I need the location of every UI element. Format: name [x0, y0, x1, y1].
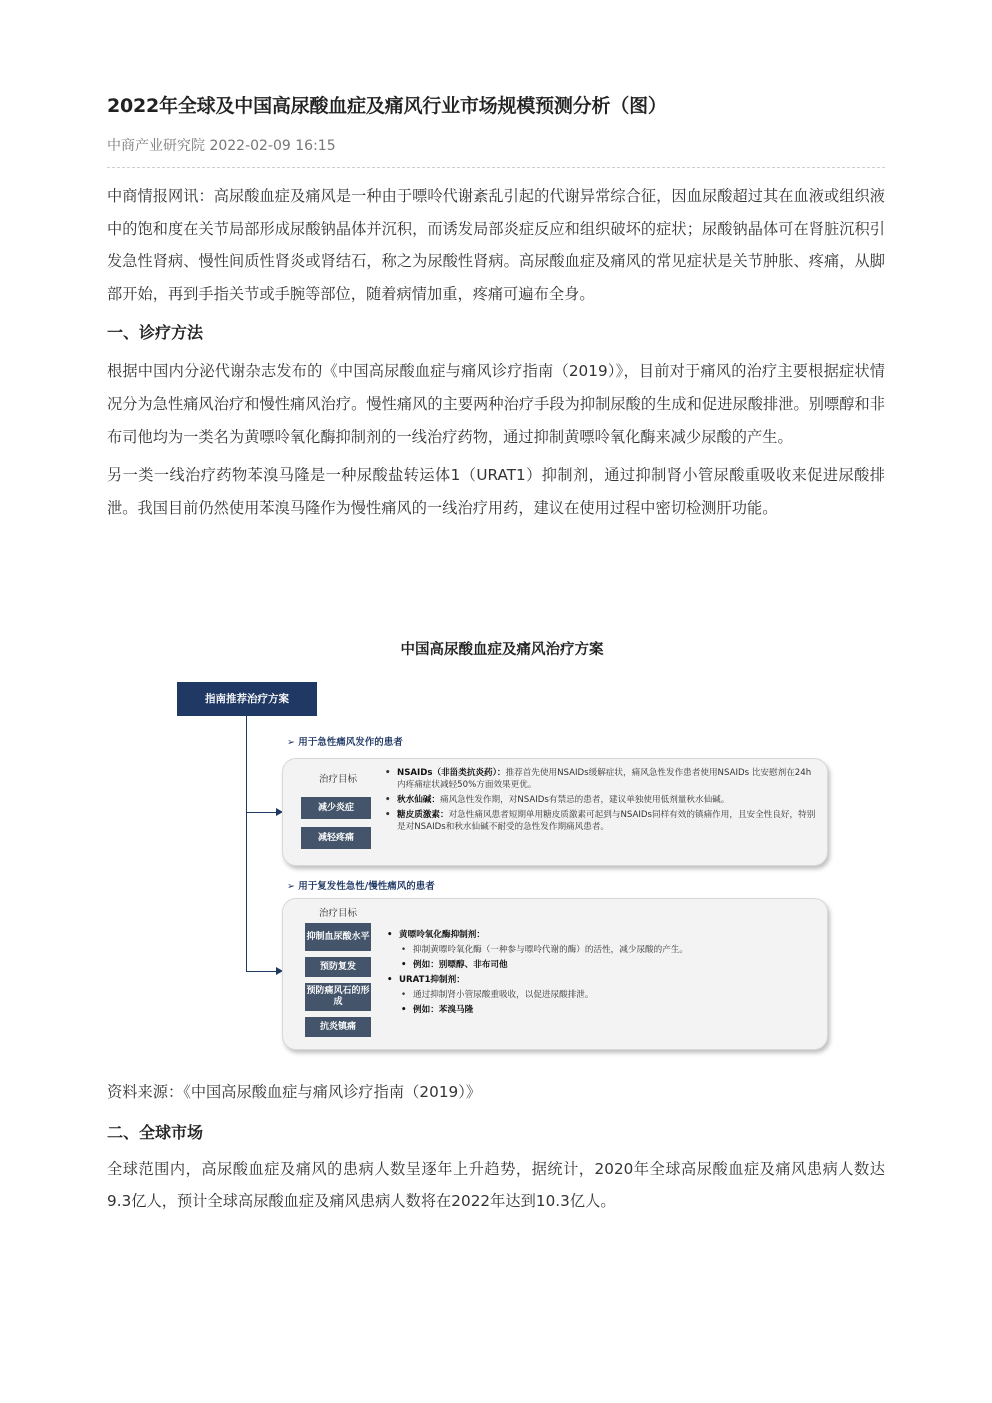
chronic-section-label: ➢ 用于复发性急性/慢性痛风的患者 [287, 881, 435, 892]
section1-paragraph-1: 根据中国内分泌代谢杂志发布的《中国高尿酸血症与痛风诊疗指南（2019）》，目前对于痛风的治疗主要根据症状情况分为急性痛风治疗和慢性痛风治疗。慢性痛风的主要两种治疗手段为抑制尿酸的生成和促进尿酸排泄。别嘌醇和非布司他均为一类名为黄嘌呤氧化酶抑制剂的一线治疗药物，通过抑制黄嘌呤氧化酶来减少尿酸的产生。 [107, 362, 885, 446]
goal-box: 预防痛风石的形成 [305, 983, 371, 1011]
section2-paragraph: 全球范围内，高尿酸血症及痛风的患病人数呈逐年上升趋势，据统计，2020年全球高尿酸血症及痛风患病人数达9.3亿人，预计全球高尿酸血症及痛风患病人数将在2022年达到10.3亿人。 [107, 1159, 885, 1211]
list-item: • URAT1抑制剂： [387, 974, 817, 986]
acute-section-label: ➢ 用于急性痛风发作的患者 [287, 737, 403, 748]
list-item: • 抑制黄嘌呤氧化酶（一种参与嘌呤代谢的酶）的活性，减少尿酸的产生。 [387, 944, 817, 956]
connector-line [246, 971, 280, 972]
intro-paragraph: 中商情报网讯：高尿酸血症及痛风是一种由于嘌呤代谢紊乱引起的代谢异常综合征，因血尿酸超过其在血液或组织液中的饱和度在关节局部形成尿酸钠晶体并沉积，而诱发局部炎症反应和组织破坏的症状；尿酸钠晶体可在肾脏沉积引发急性肾病、慢性间质性肾炎或肾结石，称之为尿酸性肾病。高尿酸血症及痛风的常见症状是关节肿胀、疼痛，从脚部开始，再到手指关节或手腕等部位，随着病情加重，疼痛可遍布全身。 [107, 187, 885, 303]
chronic-panel [282, 898, 828, 1050]
list-item: • 秋水仙碱：痛风急性发作期，对NSAIDs有禁忌的患者，建议单独使用低剂量秋水仙碱。 [385, 794, 817, 806]
list-item: • 黄嘌呤氧化酶抑制剂： [387, 929, 817, 941]
source-note: 资料来源：《中国高尿酸血症与痛风诊疗指南（2019）》 [107, 1083, 482, 1101]
figure-title: 中国高尿酸血症及痛风治疗方案 [400, 642, 604, 658]
section2-heading: 二、全球市场 [107, 1122, 204, 1142]
chronic-drug-list [387, 929, 817, 1019]
article [107, 92, 885, 524]
divider [107, 167, 885, 168]
treatment-figure [177, 632, 827, 1057]
goal-box: 抗炎镇痛 [305, 1017, 371, 1037]
goal-box: 抑制血尿酸水平 [305, 923, 371, 951]
list-item: • 例如：苯溴马隆 [387, 1004, 817, 1016]
acute-drug-list [385, 767, 817, 836]
goal-label: 治疗目标 [318, 908, 357, 919]
section1-heading: 一、诊疗方法 [107, 323, 204, 343]
goal-box: 减轻疼痛 [301, 827, 371, 849]
goal-label: 治疗目标 [318, 774, 357, 785]
article-tail [107, 1076, 885, 1218]
list-item: • 通过抑制肾小管尿酸重吸收，以促进尿酸排泄。 [387, 989, 817, 1001]
list-item: • 例如：别嘌醇、非布司他 [387, 959, 817, 971]
list-item: • NSAIDs（非甾类抗炎药）：推荐首先使用NSAIDs缓解症状，痛风急性发作患者使用NSAIDs 比安慰剂在24h 内疼痛症状减轻50%方面效果更优。 [385, 767, 817, 791]
acute-panel [282, 758, 828, 866]
article-meta: 中商产业研究院 2022-02-09 16:15 [107, 138, 336, 154]
goal-box: 减少炎症 [301, 797, 371, 819]
list-item: • 糖皮质激素：对急性痛风患者短期单用糖皮质激素可起到与NSAIDs同样有效的镇痛作用，且安全性良好，特别是对NSAIDs和秋水仙碱不耐受的急性发作期痛风患者。 [385, 809, 817, 833]
page-title: 2022年全球及中国高尿酸血症及痛风行业市场规模预测分析（图） [107, 95, 667, 117]
recommended-plan-box: 指南推荐治疗方案 [177, 682, 317, 716]
goal-box: 预防复发 [305, 957, 371, 977]
section1-paragraph-2: 另一类一线治疗药物苯溴马隆是一种尿酸盐转运体1（URAT1）抑制剂，通过抑制肾小管尿酸重吸收来促进尿酸排泄。我国目前仍然使用苯溴马隆作为慢性痛风的一线治疗用药，建议在使用过程中密切检测肝功能。 [107, 466, 885, 517]
connector-line [246, 812, 280, 813]
connector-line [246, 716, 247, 971]
